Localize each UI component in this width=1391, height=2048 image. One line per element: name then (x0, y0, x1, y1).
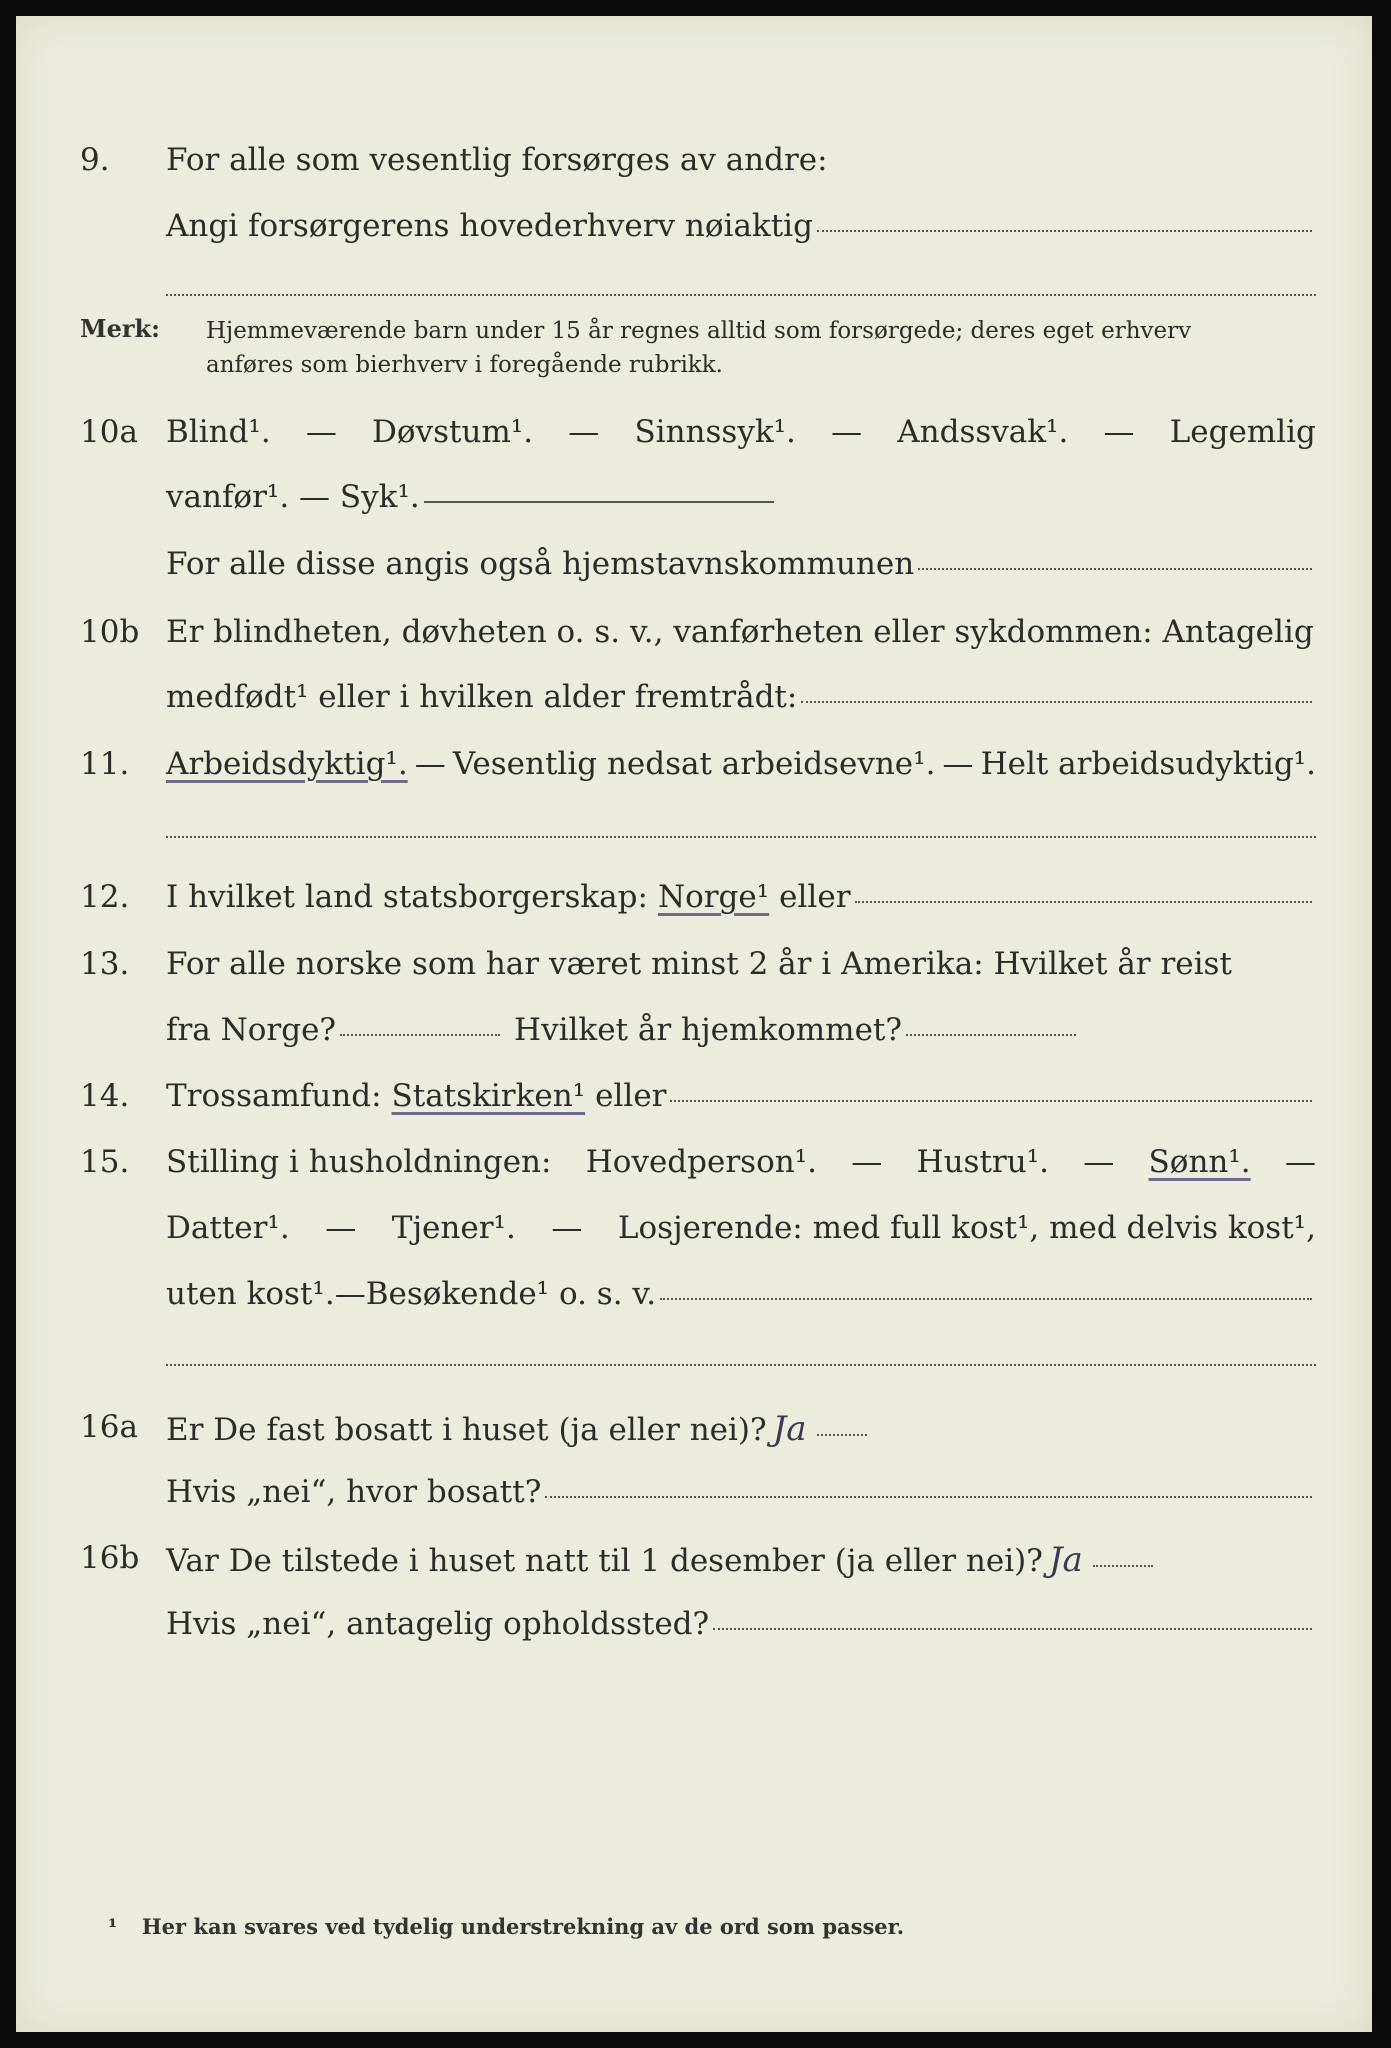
question-12 (16, 871, 1372, 931)
note-text-line1: Hjemmeværende barn under 15 år regnes alltid som forsørgede; deres eget erhverv (206, 318, 1192, 344)
census-form-page (16, 16, 1372, 2032)
separator: — (1083, 1144, 1115, 1180)
question-text: medfødt¹ eller i hvilken alder fremtrådt: (166, 679, 798, 715)
answer-field[interactable] (713, 1628, 1312, 1630)
question-16b (16, 1532, 1372, 1592)
answer-field[interactable] (424, 501, 774, 503)
option-arbeidsdyktig-underlined: Arbeidsdyktig¹. (166, 746, 408, 782)
question-number: 15. (80, 1144, 130, 1180)
note-label: Merk: (80, 314, 160, 343)
question-16a (16, 1401, 1372, 1461)
separator: — (851, 1144, 883, 1180)
question-10b (16, 606, 1372, 666)
answer-field[interactable] (1093, 1565, 1153, 1567)
question-13 (16, 938, 1372, 998)
answer-field-reist[interactable] (340, 1034, 500, 1036)
answer-line[interactable] (166, 1364, 1316, 1366)
question-number: 16b (80, 1540, 140, 1576)
separator: — (334, 1276, 366, 1312)
answer-field-hjemkommet[interactable] (906, 1034, 1076, 1036)
answer-field[interactable] (801, 701, 1312, 703)
question-text: Trossamfund: (166, 1078, 382, 1114)
question-15-line2 (16, 1202, 1372, 1262)
note-merk (16, 314, 1372, 394)
question-number: 9. (80, 142, 110, 178)
question-number: 12. (80, 879, 130, 915)
question-16a-line2 (16, 1466, 1372, 1526)
question-text: eller (595, 1078, 667, 1114)
question-text: For alle som vesentlig forsørges av andre: (166, 142, 828, 178)
question-10a-line3 (16, 538, 1372, 598)
question-15-line3 (16, 1268, 1372, 1328)
handwritten-answer[interactable]: Ja (772, 1409, 807, 1449)
question-15 (16, 1136, 1372, 1196)
question-text: For alle norske som har været minst 2 år i Amerika: Hvilket år reist (166, 946, 1232, 982)
separator: — (551, 1210, 583, 1246)
separator: — (568, 414, 600, 450)
option-hovedperson: Hovedperson¹. (585, 1144, 817, 1180)
option-dovstum: Døvstum¹. (372, 414, 534, 450)
question-text: fra Norge? (166, 1012, 337, 1048)
question-text: I hvilket land statsborgerskap: (166, 879, 648, 915)
question-text: Er blindheten, døvheten o. s. v., vanførheten eller sykdommen: Antagelig (166, 614, 1314, 650)
option-hustru: Hustru¹. (916, 1144, 1049, 1180)
question-number: 10b (80, 614, 140, 650)
question-number: 10a (80, 414, 138, 450)
question-text: Hvis „nei“, antagelig opholdssted? (166, 1606, 710, 1642)
question-10a-line2 (16, 471, 1372, 531)
question-number: 11. (80, 746, 130, 782)
handwritten-answer[interactable]: Ja (1048, 1540, 1083, 1580)
question-13-line2 (16, 1004, 1372, 1064)
option-besokende: Besøkende¹ o. s. v. (365, 1276, 657, 1312)
question-text: Hvilket år hjemkommet? (514, 1012, 903, 1048)
question-9-line2 (16, 200, 1372, 260)
separator: — (1103, 414, 1135, 450)
question-text: For alle disse angis også hjemstavnskommunen (166, 546, 915, 582)
option-sonn-underlined: Sønn¹. (1148, 1144, 1251, 1180)
answer-field[interactable] (670, 1100, 1312, 1102)
option-uten-kost: uten kost¹. (166, 1276, 335, 1312)
separator: — (942, 746, 974, 782)
answer-field[interactable] (660, 1298, 1312, 1300)
question-text: Er De fast bosatt i huset (ja eller nei)? (166, 1412, 767, 1448)
option-tjener: Tjener¹. (391, 1210, 516, 1246)
option-andssvak: Andssvak¹. (897, 414, 1069, 450)
question-14 (16, 1070, 1372, 1130)
option-helt-arbeidsudyktig: Helt arbeidsudyktig¹. (980, 746, 1316, 782)
footnote-mark: ¹ (108, 1914, 118, 1939)
question-text: Hvis „nei“, hvor bosatt? (166, 1474, 542, 1510)
question-text: vanfør¹. — Syk¹. (166, 479, 420, 515)
question-text: Var De tilstede i huset natt til 1 desember (ja eller nei)? (166, 1543, 1043, 1579)
answer-line[interactable] (166, 836, 1316, 838)
question-text: Stilling i husholdningen: (166, 1144, 552, 1180)
question-text: Angi forsørgerens hovederhverv nøiaktig (166, 208, 813, 244)
question-text: eller (779, 879, 851, 915)
question-11 (16, 738, 1372, 798)
note-text-line2: anføres som bierhverv i foregående rubrikk. (206, 352, 723, 378)
option-losjerende: Losjerende: med full kost¹, med delvis kost¹, (617, 1210, 1316, 1246)
answer-field[interactable] (918, 568, 1312, 570)
option-legemlig: Legemlig (1169, 414, 1316, 450)
answer-field[interactable] (817, 1434, 867, 1436)
separator: — (831, 414, 863, 450)
separator: — (325, 1210, 357, 1246)
question-10a (16, 406, 1372, 466)
option-blind: Blind¹. (166, 414, 271, 450)
question-9 (16, 134, 1372, 194)
footnote-text: Her kan svares ved tydelig understrekning av de ord som passer. (141, 1914, 905, 1939)
option-sinnssyk: Sinnssyk¹. (634, 414, 796, 450)
question-10b-line2 (16, 671, 1372, 731)
option-norge-underlined: Norge¹ (657, 879, 770, 915)
question-number: 16a (80, 1409, 138, 1445)
answer-field[interactable] (817, 230, 1312, 232)
option-vesentlig-nedsatt: Vesentlig nedsat arbeidsevne¹. (452, 746, 936, 782)
option-datter: Datter¹. (166, 1210, 290, 1246)
separator: — (305, 414, 337, 450)
footnote (108, 1914, 904, 1939)
answer-field[interactable] (855, 901, 1312, 903)
option-statskirken-underlined: Statskirken¹ (391, 1078, 586, 1114)
question-number: 13. (80, 946, 130, 982)
separator: — (1284, 1144, 1316, 1180)
question-16b-line2 (16, 1598, 1372, 1658)
answer-field[interactable] (545, 1496, 1312, 1498)
answer-line[interactable] (166, 294, 1316, 296)
separator: — (414, 746, 446, 782)
question-number: 14. (80, 1078, 130, 1114)
